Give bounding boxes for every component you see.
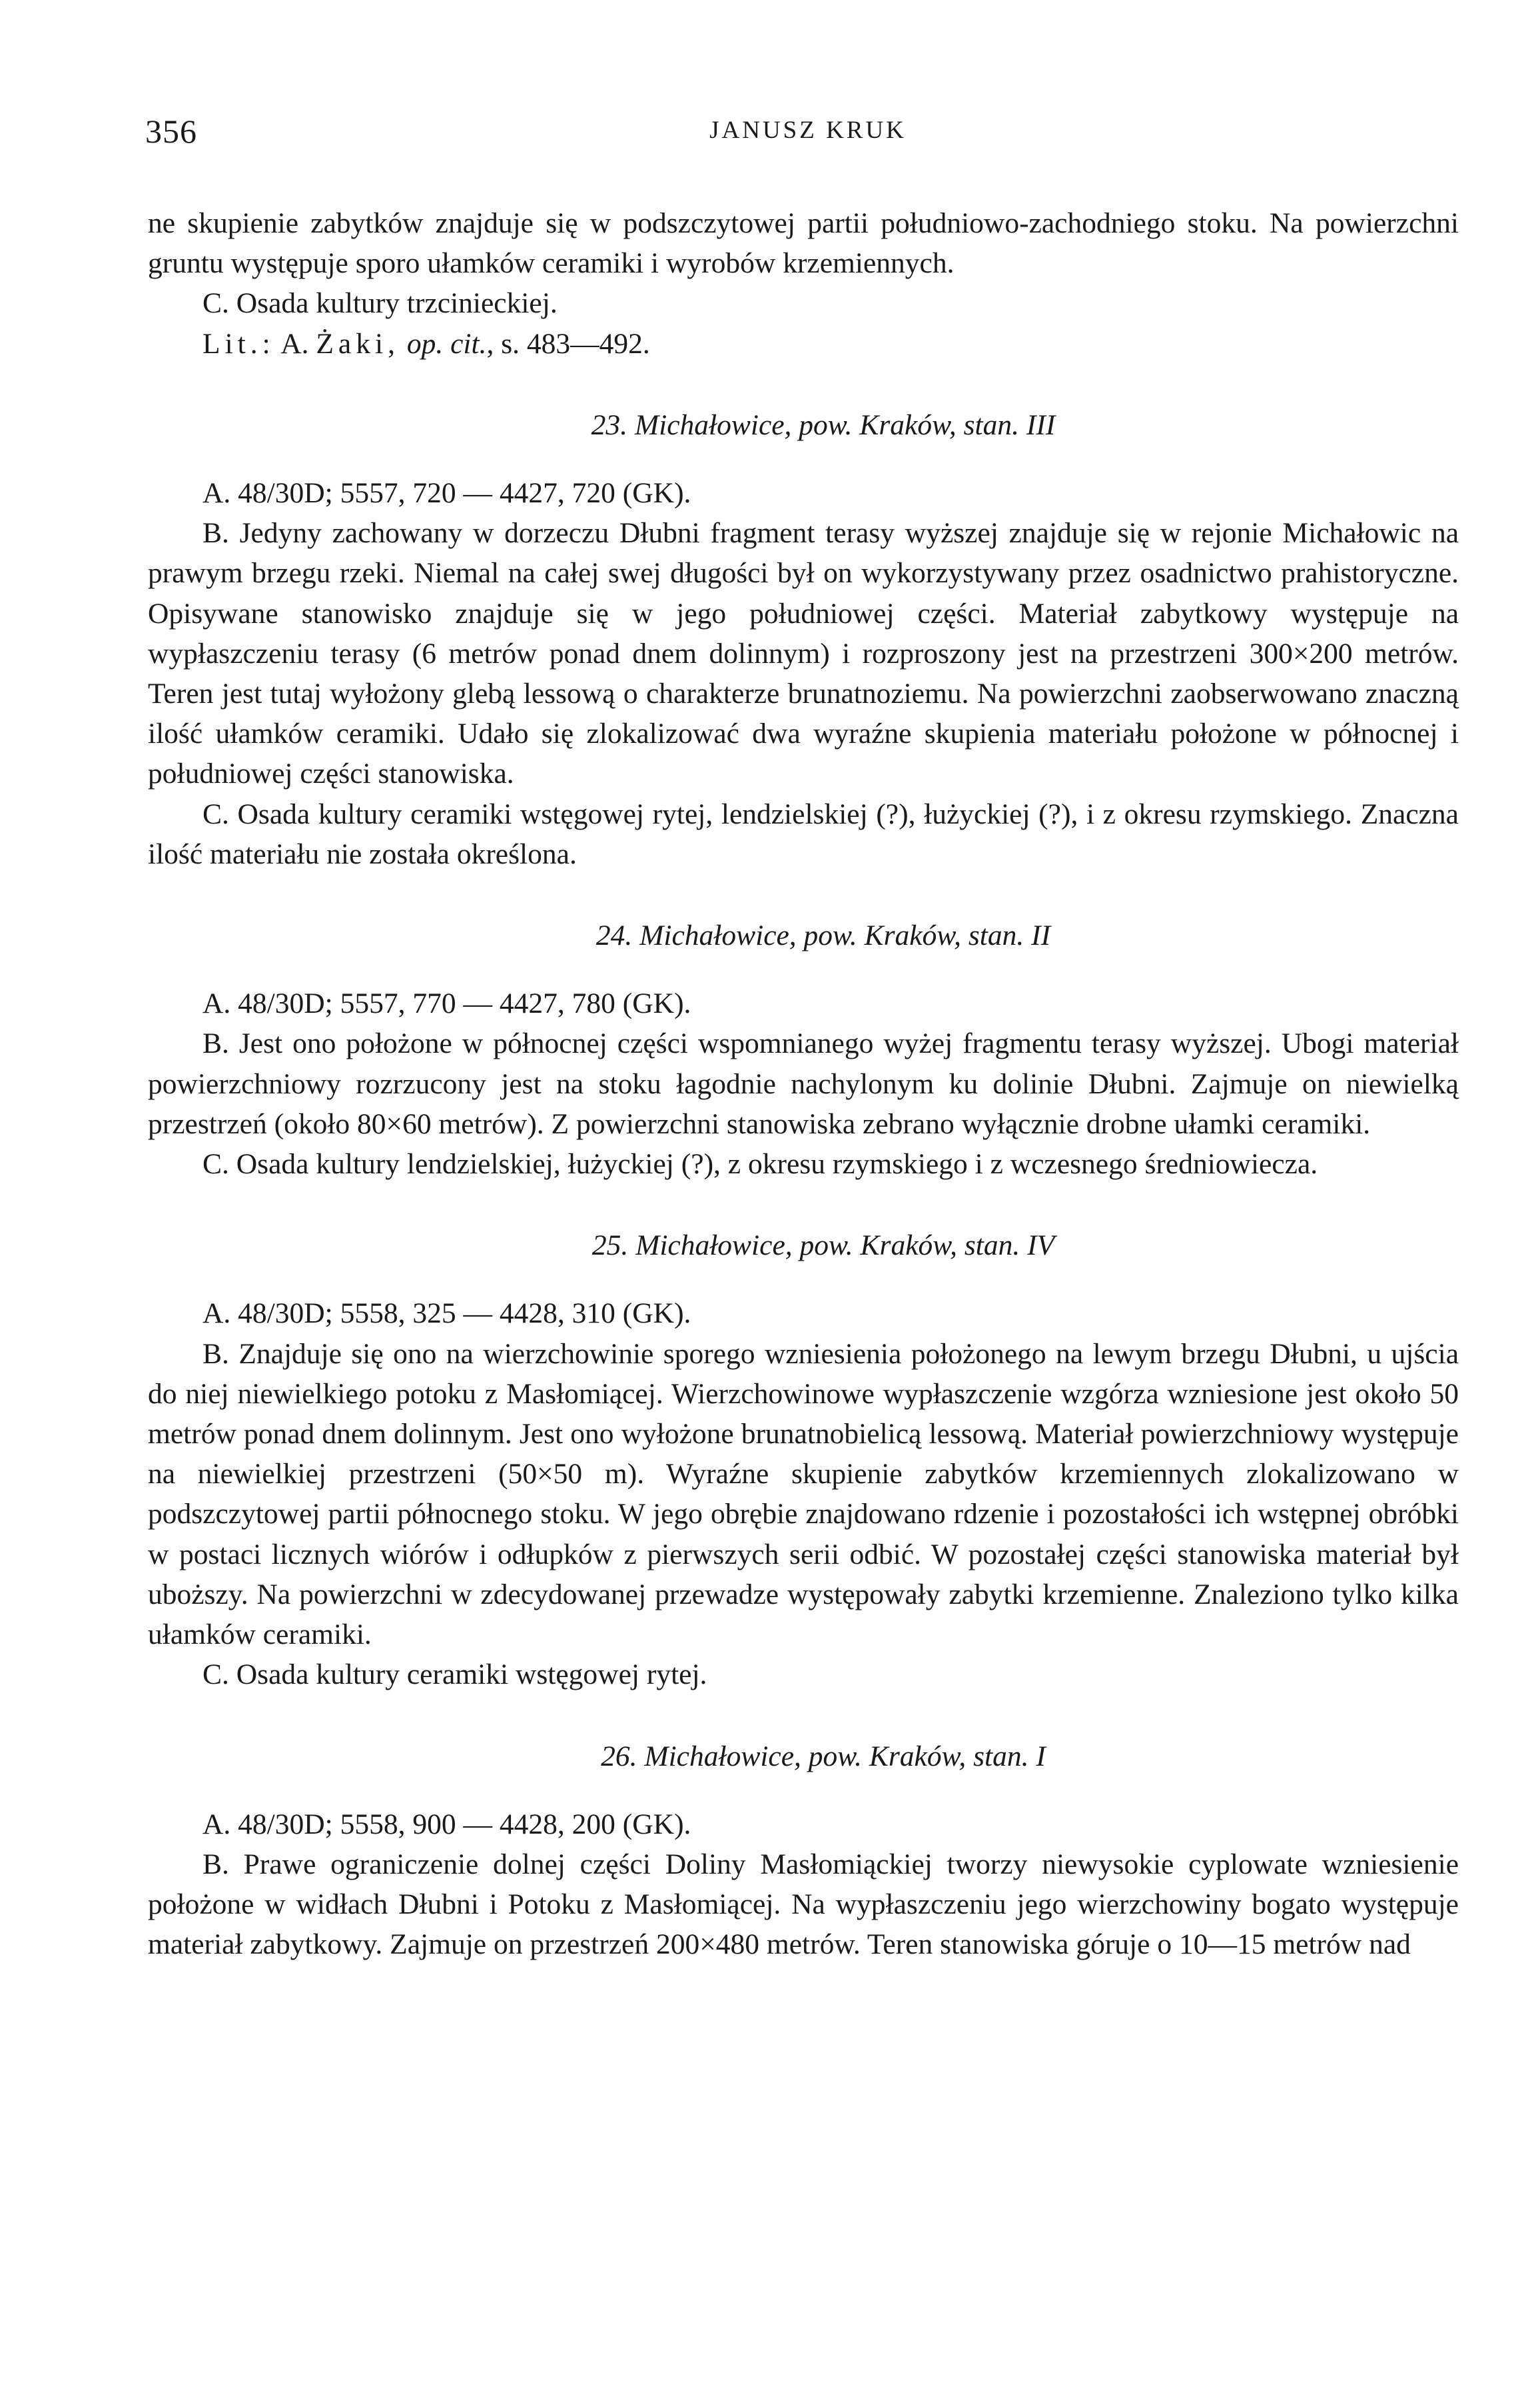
site-coordinates: A. 48/30D; 5557, 770 — 4427, 780 (GK). bbox=[202, 987, 691, 1020]
site-culture: C. Osada kultury lendzielskiej, łużyckiej (?), z okresu rzymskiego i z wczesnego średniowiecza. bbox=[202, 1148, 1318, 1181]
site-description: B. Jest ono położone w północnej części wspomnianego wyżej fragmentu terasy wyższej. Ubogi materiał powierzchniowy rozrzucony jest na stoku łagodnie nachylonym ku dolinie Dłubni. Zajmuje on niewielką przestrzeń (około 80×60 metrów). Z powierzchni stanowiska zebrano wyłącznie drobne ułamki ceramiki. bbox=[148, 1027, 1459, 1140]
running-head bbox=[145, 112, 1471, 152]
body-text bbox=[148, 203, 1459, 1965]
site-coordinates: A. 48/30D; 5558, 325 — 4428, 310 (GK). bbox=[202, 1297, 691, 1330]
site-description: B. Prawe ograniczenie dolnej części Doliny Masłomiąckiej tworzy niewysokie cyplowate wzniesienie położone w widłach Dłubni i Potoku z Masłomiącej. Na wypłaszczeniu jego wierzchowiny bogato występuje materiał zabytkowy. Zajmuje on przestrzeń 200×480 metrów. Teren stanowiska góruje o 10—15 metrów nad bbox=[148, 1848, 1459, 1961]
running-head-author: JANUSZ KRUK bbox=[709, 117, 907, 144]
literature-label: Lit.: bbox=[202, 327, 275, 360]
literature-pages: , s. 483—492. bbox=[486, 327, 650, 360]
intro-c-line: C. Osada kultury trzcinieckiej. bbox=[202, 287, 558, 320]
literature-reference bbox=[148, 324, 1459, 364]
site-heading: 24. Michałowice, pow. Kraków, stan. II bbox=[595, 919, 1051, 952]
site-culture: C. Osada kultury ceramiki wstęgowej rytej, lendzielskiej (?), łużyckiej (?), i z okresu rzymskiego. Znaczna ilość materiału nie została określona. bbox=[148, 798, 1459, 870]
site-coordinates: A. 48/30D; 5557, 720 — 4427, 720 (GK). bbox=[202, 477, 691, 510]
site-heading: 25. Michałowice, pow. Kraków, stan. IV bbox=[591, 1229, 1055, 1262]
literature-prefix: A. bbox=[274, 327, 316, 360]
site-culture: C. Osada kultury ceramiki wstęgowej rytej. bbox=[202, 1658, 707, 1691]
site-coordinates: A. 48/30D; 5558, 900 — 4428, 200 (GK). bbox=[202, 1808, 691, 1840]
site-heading: 26. Michałowice, pow. Kraków, stan. I bbox=[601, 1740, 1046, 1772]
site-description: B. Znajduje się ono na wierzchowinie sporego wzniesienia położonego na lewym brzegu Dłubni, u ujścia do niej niewielkiego potoku z Masłomiącej. Wierzchowinowe wypłaszczenie wzgórza wzniesione jest około 50 metrów ponad dnem dolinnym. Jest ono wyłożone brunatnobielicą lessową. Materiał powierzchniowy występuje na niewielkiej przestrzeni (50×50 m). Wyraźne skupienie zabytków krzemiennych zlokalizowano w podszczytowej partii północnego stoku. W jego obrębie znajdowano rdzenie i pozostałości ich wstępnej obróbki w postaci licznych wiórów i odłupków z pierwszych serii odbić. W pozostałej części stanowiska materiał był uboższy. Na powierzchni w zdecydowanej przewadze występowały zabytki krzemienne. Znaleziono tylko kilka ułamków ceramiki. bbox=[148, 1337, 1459, 1651]
site-description: B. Jedyny zachowany w dorzeczu Dłubni fragment terasy wyższej znajduje się w rejonie Michałowic na prawym brzegu rzeki. Niemal na całej swej długości był on wykorzystywany przez osadnictwo prahistoryczne. Opisywane stanowisko znajduje się w jego południowej części. Materiał zabytkowy występuje na wypłaszczeniu terasy (6 metrów ponad dnem dolinnym) i rozproszony jest na przestrzeni 300×200 metrów. Teren jest tutaj wyłożony glebą lessową o charakterze brunatnoziemu. Na powierzchni zaobserwowano znaczną ilość ułamków ceramiki. Udało się zlokalizować dwa wyraźne skupienia materiału położone w północnej i południowej części stanowiska. bbox=[148, 517, 1459, 790]
intro-paragraph: ne skupienie zabytków znajduje się w podszczytowej partii południowo-zachodniego stoku. Na powierzchni gruntu występuje sporo ułamków ceramiki i wyrobów krzemiennych. bbox=[148, 207, 1459, 280]
page-number: 356 bbox=[145, 113, 197, 150]
literature-author: Żaki, bbox=[316, 327, 400, 360]
literature-opcit: op. cit. bbox=[399, 327, 487, 360]
site-heading: 23. Michałowice, pow. Kraków, stan. III bbox=[591, 408, 1056, 441]
